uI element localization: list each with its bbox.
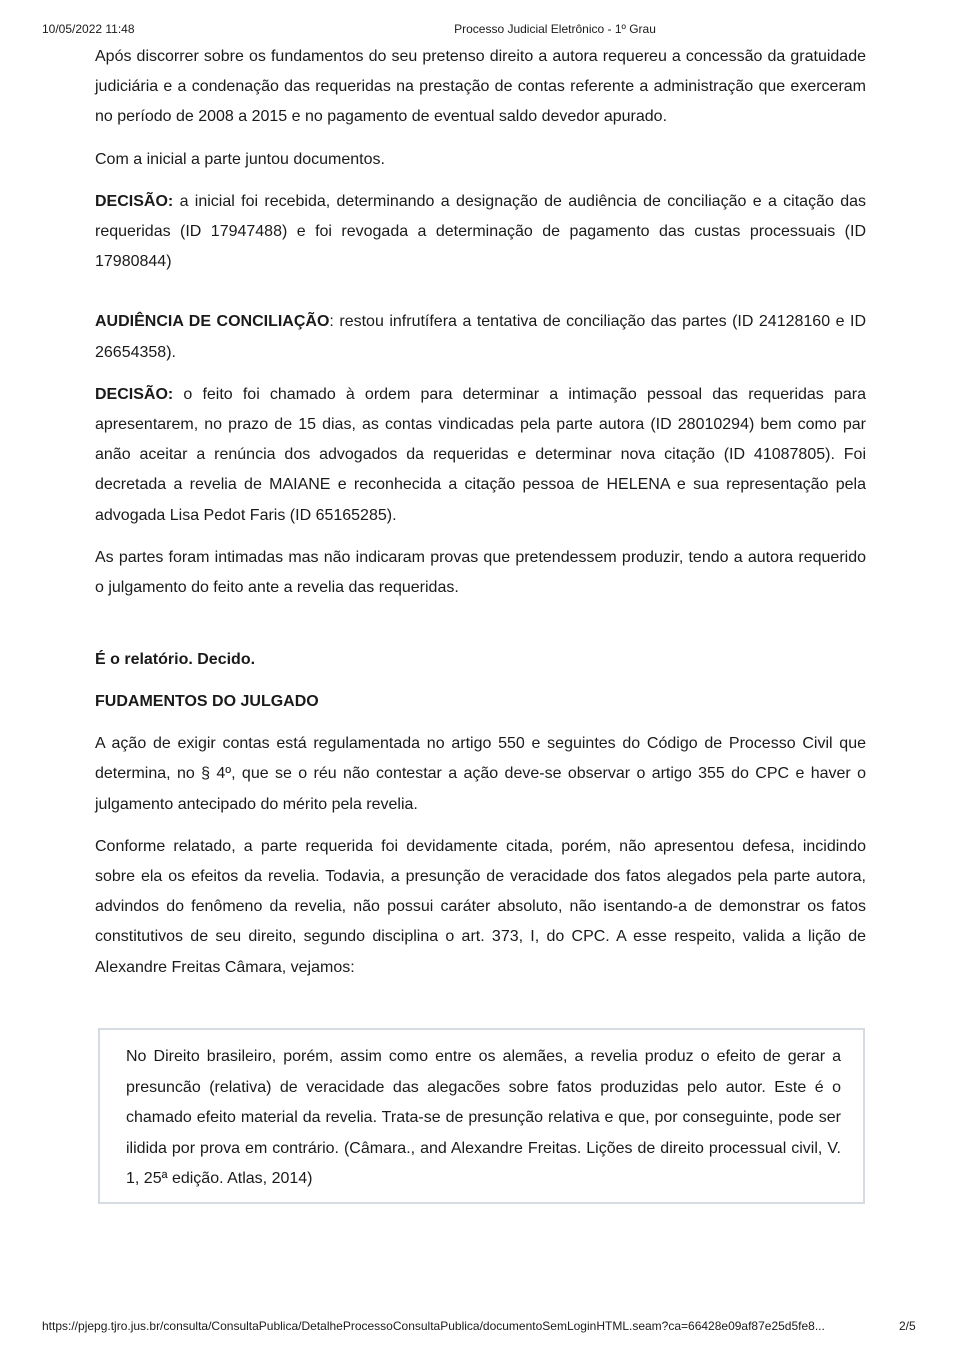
paragraph-decisao-2 [95, 380, 866, 531]
paragraph-revelia: Conforme relatado, a parte requerida foi devidamente citada, porém, não apresentou defesa, incidindo sobre ela os efeitos da revelia. Todavia, a presunção de veracidade dos fatos alegados pela parte autora, advindos do fenômeno da revelia, não possui caráter absoluto, não isentando-a de demonstrar os fatos constitutivos de seu direito, segundo disciplina o art. 373, I, do CPC. A esse respeito, valida a lição de Alexandre Freitas Câmara, vejamos: [95, 837, 866, 976]
footer-url: https://pjepg.tjro.jus.br/consulta/ConsultaPublica/DetalheProcessoConsultaPublica/documentoSemLoginHTML.seam?ca=66428e09af87e25d5fe8... [42, 1319, 825, 1333]
print-datetime: 10/05/2022 11:48 [42, 22, 135, 36]
audiencia-label: AUDIÊNCIA DE CONCILIAÇÃO [95, 313, 330, 331]
decisao-label: DECISÃO: [95, 385, 174, 403]
document-body [95, 42, 866, 983]
paragraph-pedido: Após discorrer sobre os fundamentos do seu pretenso direito a autora requereu a concessão da gratuidade judiciária e a condenação das requeridas na prestação de contas referente a administração que exerceram no período de 2008 a 2015 e no pagamento de eventual saldo devedor apurado. [95, 48, 866, 126]
page-number: 2/5 [899, 1319, 916, 1333]
relatorio-heading: É o relatório. Decido. [95, 651, 256, 669]
decisao-text: a inicial foi recebida, determinando a designação de audiência de conciliação e a citação das requeridas (ID 17947488) e foi revogada a determinação de pagamento das custas processuais (ID 17980844) [95, 192, 866, 271]
fundamentos-heading: FUDAMENTOS DO JULGADO [95, 693, 319, 711]
citation-text: No Direito brasileiro, porém, assim como entre os alemães, a revelia produz o efeito de gerar a presuncão (relativa) de veracidade das alegacões sobre fatos produzidas pelo autor. Este é o chamado efeito material da revelia. Trata-se de presunção relativa e que, por conseguinte, pode ser ilidida por prova em contrário. (Câmara., and Alexandre Freitas. Lições de direito processual civil, V. 1, 25ª edição. Atlas, 2014) [126, 1048, 841, 1188]
decisao-label: DECISÃO: [95, 192, 174, 210]
paragraph-decisao-1 [95, 187, 866, 278]
page-header-title: Processo Judicial Eletrônico - 1º Grau [454, 22, 656, 36]
audiencia-text: : restou infrutífera a tentativa de conciliação das partes (ID 24128160 e ID 26654358). [95, 313, 867, 361]
paragraph-documentos: Com a inicial a parte juntou documentos. [95, 150, 385, 168]
paragraph-provas: As partes foram intimadas mas não indicaram provas que pretendessem produzir, tendo a autora requerido o julgamento do feito ante a revelia das requeridas. [95, 548, 866, 597]
citation-blockquote [98, 1028, 865, 1204]
decisao-text: o feito foi chamado à ordem para determinar a intimação pessoal das requeridas para apresentarem, no prazo de 15 dias, as contas vindicadas pela parte autora (ID 28010294) bem como par anão aceitar a renúncia dos advogados da requeridas e determinar nova citação (ID 41087805). Foi decretada a revelia de MAIANE e reconhecida a citação pessoa de HELENA e sua representação pela advogada Lisa Pedot Faris (ID 65165285). [95, 385, 866, 524]
paragraph-audiencia [95, 307, 866, 367]
paragraph-acao-exigir-contas: A ação de exigir contas está regulamentada no artigo 550 e seguintes do Código de Processo Civil que determina, no § 4º, que se o réu não contestar a ação deve-se observar o artigo 355 do CPC e haver o julgamento antecipado do mérito pela revelia. [95, 735, 866, 813]
